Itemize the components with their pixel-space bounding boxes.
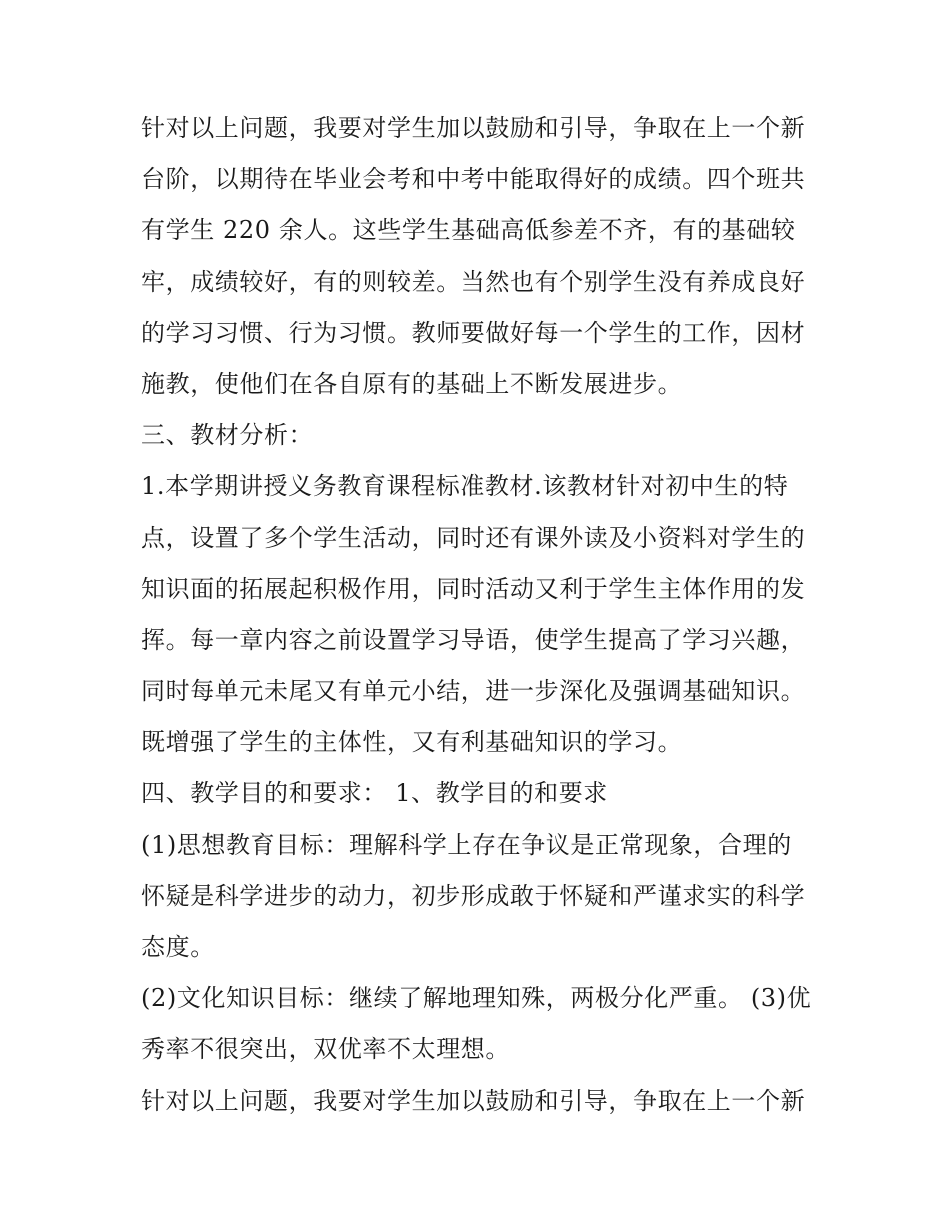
text-line: (1)思想教育目标：理解科学上存在争议是正常现象，合理的 bbox=[141, 830, 792, 859]
text-line: 态度。 bbox=[141, 933, 215, 961]
text-line: 点，设置了多个学生活动，同时还有课外读及小资料对学生的 bbox=[141, 523, 806, 552]
text-line: 施教，使他们在各自原有的基础上不断发展进步。 bbox=[141, 369, 683, 398]
section-heading: 四、教学目的和要求： 1、教学目的和要求 bbox=[141, 779, 608, 808]
document-body bbox=[141, 103, 821, 1127]
text-line: 有学生 220 余人。这些学生基础高低参差不齐，有的基础较 bbox=[141, 216, 796, 245]
text-line: (2)文化知识目标：继续了解地理知殊，两极分化严重。 (3)优 bbox=[141, 984, 812, 1013]
text-line: 的学习习惯、行为习惯。教师要做好每一个学生的工作，因材 bbox=[141, 318, 806, 347]
text-line: 1.本学期讲授义务教育课程标准教材.该教材针对初中生的特 bbox=[141, 472, 789, 501]
text-line: 同时每单元未尾又有单元小结，进一步深化及强调基础知识。 bbox=[141, 677, 806, 706]
text-line: 既增强了学生的主体性，又有利基础知识的学习。 bbox=[141, 728, 683, 757]
text-line: 挥。每一章内容之前设置学习导语，使学生提高了学习兴趣， bbox=[141, 625, 806, 654]
text-line: 知识面的拓展起积极作用，同时活动又利于学生主体作用的发 bbox=[141, 574, 806, 603]
text-line: 台阶，以期待在毕业会考和中考中能取得好的成绩。四个班共 bbox=[141, 165, 806, 194]
text-line: 针对以上问题，我要对学生加以鼓励和引导，争取在上一个新 bbox=[141, 1086, 806, 1115]
text-line: 针对以上问题，我要对学生加以鼓励和引导，争取在上一个新 bbox=[141, 114, 806, 142]
text-line: 怀疑是科学进步的动力，初步形成敢于怀疑和严谨求实的科学 bbox=[141, 881, 806, 910]
text-line: 秀率不很突出，双优率不太理想。 bbox=[141, 1035, 510, 1064]
section-heading: 三、教材分析： bbox=[141, 421, 314, 450]
text-line: 牢，成绩较好，有的则较差。当然也有个别学生没有养成良好 bbox=[141, 267, 806, 296]
